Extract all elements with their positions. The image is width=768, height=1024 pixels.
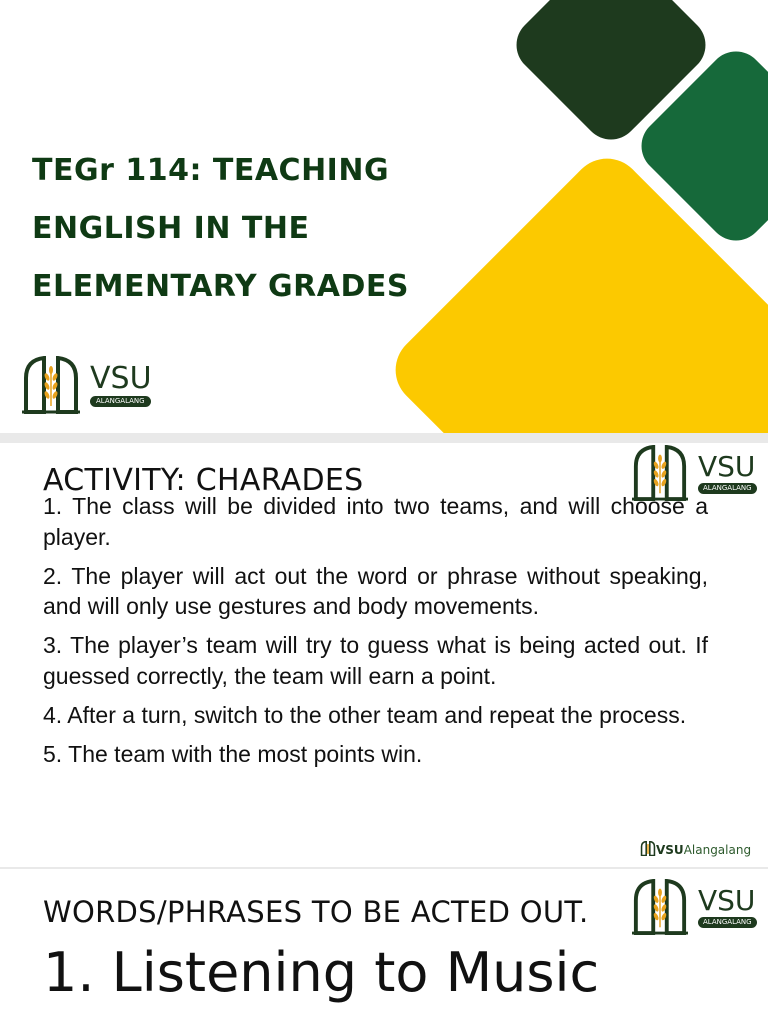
footer-logo-rest: Alangalang <box>683 843 752 857</box>
rule-item: 2. The player will act out the word or phrase without speaking, and will only use gestures and body movements. <box>43 562 708 619</box>
word-item: 1. Listening to Music <box>43 941 600 1004</box>
rules-list <box>43 491 708 778</box>
rule-item: 3. The player’s team will try to guess what is being acted out. If guessed correctly, the team will earn a point. <box>43 632 708 689</box>
vsu-emblem-icon <box>640 841 656 859</box>
activity-heading: ACTIVITY: CHARADES <box>43 463 364 498</box>
title-line-3: ELEMENTARY GRADES <box>32 269 409 304</box>
footer-vsu-logo <box>640 841 751 859</box>
vsu-logo-subtext: ALANGALANG <box>698 483 757 494</box>
title-line-1: TEGr 114: TEACHING <box>32 153 390 188</box>
words-heading: WORDS/PHRASES TO BE ACTED OUT. <box>43 895 589 929</box>
vsu-logo-text: VSU <box>698 883 756 917</box>
vsu-emblem-icon <box>630 879 690 935</box>
activity-slide <box>0 443 768 867</box>
vsu-logo <box>630 879 757 935</box>
vsu-logo-text: VSU <box>90 360 152 396</box>
vsu-logo <box>20 356 152 414</box>
vsu-emblem-icon <box>20 356 82 414</box>
slide-title <box>32 142 514 316</box>
rule-item: 4. After a turn, switch to the other team and repeat the process. <box>43 701 687 728</box>
words-slide <box>0 869 768 1024</box>
rule-item: 5. The team with the most points win. <box>43 740 423 767</box>
rule-item: 1. The class will be divided into two teams, and will choose a player. <box>43 493 708 550</box>
footer-logo-bold: VSU <box>656 843 684 857</box>
title-slide <box>0 0 768 433</box>
vsu-logo-text: VSU <box>698 449 756 483</box>
vsu-logo-subtext: ALANGALANG <box>698 917 757 928</box>
title-line-2: ENGLISH IN THE <box>32 211 310 246</box>
vsu-logo-subtext: ALANGALANG <box>90 396 151 407</box>
